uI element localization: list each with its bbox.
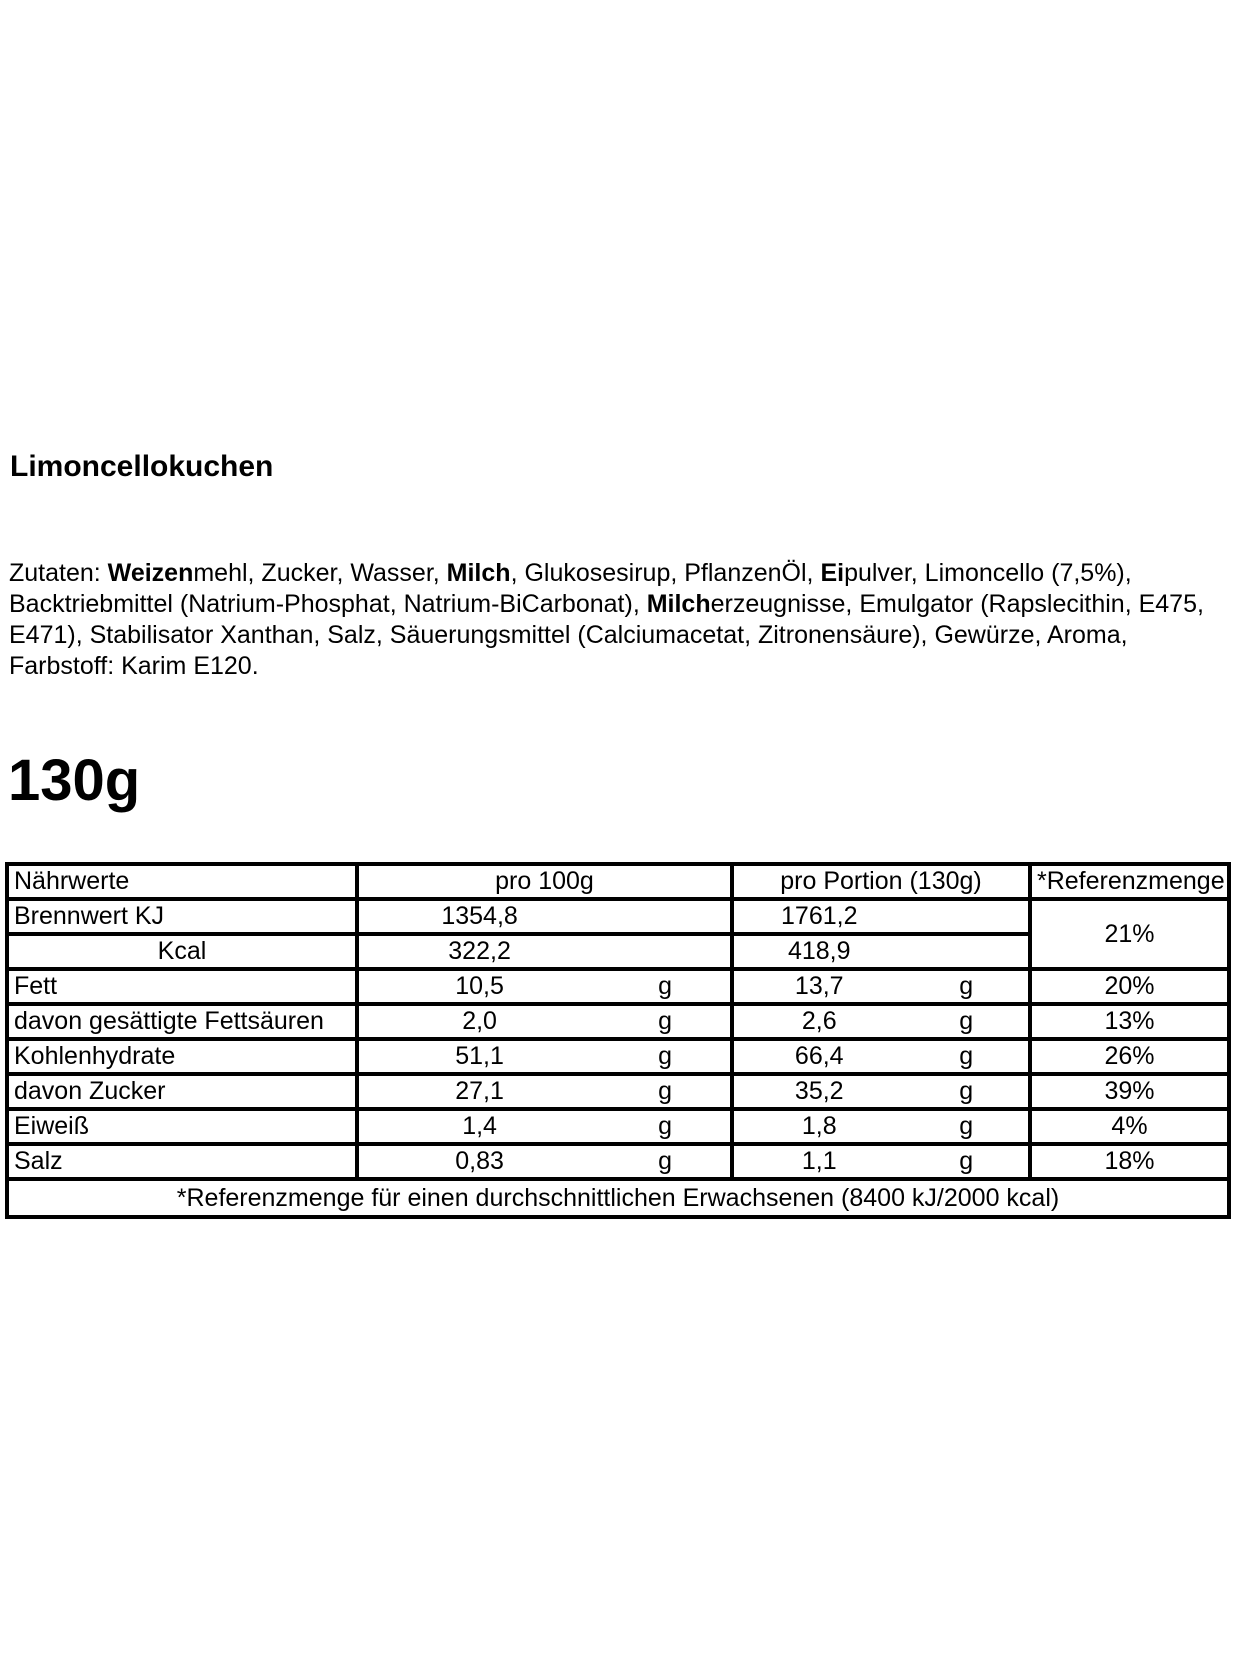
ingredient-text: erzeugnisse, Emulgator (Rapslecithin, E475, [710,590,1204,618]
nutrition-table [5,862,1231,1219]
value-per-portion [732,1074,1030,1109]
energy-row [7,899,1229,934]
ingredient-text: E471), Stabilisator Xanthan, Salz, Säuerungsmittel (Calciumacetat, Zitronensäure), Gewürze, Aroma, [9,621,1128,649]
unit-text: g [658,1112,673,1140]
col-header-naehrwerte: Nährwerte [7,864,357,899]
value-per-100g [357,1144,732,1179]
value-text: 1354,8 [441,902,518,930]
ingredients-line [9,589,1244,620]
value-per-portion [732,934,1030,969]
nutrient-row [7,1109,1229,1144]
nutrient-row [7,1004,1229,1039]
ingredients-line [9,651,1244,682]
net-weight: 130g [8,748,141,813]
value-text: 10,5 [455,972,504,1000]
value-text: 2,6 [801,1007,837,1035]
col-header-per-100g: pro 100g [357,864,732,899]
value-text: 13,7 [794,972,844,1000]
row-label: davon Zucker [7,1074,357,1109]
reference-percent: 21% [1030,899,1229,969]
ingredient-text: Farbstoff: Karim E120. [9,652,259,680]
value-per-portion [732,899,1030,934]
unit-text: g [959,972,974,1000]
unit-text: g [658,1007,673,1035]
value-per-100g [357,1039,732,1074]
reference-percent: 20% [1030,969,1229,1004]
value-per-portion [732,1109,1030,1144]
unit-text: g [959,1077,974,1105]
ingredient-text: , Glukosesirup, PflanzenÖl, [510,559,821,587]
row-label: Kcal [7,934,357,969]
unit-text: g [658,1042,673,1070]
ingredients-line [9,558,1244,589]
row-label: Eiweiß [7,1109,357,1144]
ingredient-text: Backtriebmittel (Natrium-Phosphat, Natrium-BiCarbonat), [9,590,647,618]
ingredient-text: pulver, Limoncello (7,5%), [844,559,1132,587]
value-text: 27,1 [455,1077,504,1105]
value-per-portion [732,1004,1030,1039]
unit-text: g [959,1112,974,1140]
ingredient-text: mehl, Zucker, Wasser, [193,559,447,587]
table-footnote-row [7,1179,1229,1217]
ingredients-paragraph [9,558,1244,682]
value-per-portion [732,969,1030,1004]
nutrient-row [7,969,1229,1004]
allergen-text: Milch [646,590,711,618]
value-text: 1,4 [462,1112,497,1140]
value-text: 51,1 [455,1042,504,1070]
footnote: *Referenzmenge für einen durchschnittlichen Erwachsenen (8400 kJ/2000 kcal) [7,1179,1229,1217]
nutrient-row [7,1144,1229,1179]
value-text: 2,0 [462,1007,497,1035]
value-text: 1761,2 [781,902,858,930]
col-header-per-portion: pro Portion (130g) [732,864,1030,899]
value-per-portion [732,1144,1030,1179]
unit-text: g [959,1007,974,1035]
row-label: davon gesättigte Fettsäuren [7,1004,357,1039]
value-text: 0,83 [455,1147,504,1175]
value-text: 35,2 [794,1077,844,1105]
row-label: Kohlenhydrate [7,1039,357,1074]
ingredients-line [9,620,1244,651]
col-header-reference: *Referenzmenge [1030,864,1229,899]
row-label: Fett [7,969,357,1004]
value-text: 1,8 [801,1112,837,1140]
nutrient-row [7,1074,1229,1109]
allergen-text: Milch [446,559,511,587]
value-text: 418,9 [787,937,851,965]
unit-text: g [658,972,673,1000]
table-header-row [7,864,1229,899]
value-per-portion [732,1039,1030,1074]
value-text: 322,2 [448,937,511,965]
value-per-100g [357,1004,732,1039]
reference-percent: 4% [1030,1109,1229,1144]
unit-text: g [658,1147,673,1175]
row-label: Salz [7,1144,357,1179]
value-text: 66,4 [794,1042,844,1070]
unit-text: g [658,1077,673,1105]
reference-percent: 13% [1030,1004,1229,1039]
unit-text: g [959,1042,974,1070]
value-per-100g [357,969,732,1004]
allergen-text: Weizen [107,559,194,587]
value-per-100g [357,899,732,934]
value-per-100g [357,1109,732,1144]
product-name: Limoncellokuchen [10,450,274,483]
nutrient-row [7,1039,1229,1074]
row-label: Brennwert KJ [7,899,357,934]
value-text: 1,1 [801,1147,837,1175]
reference-percent: 39% [1030,1074,1229,1109]
reference-percent: 18% [1030,1144,1229,1179]
reference-percent: 26% [1030,1039,1229,1074]
value-per-100g [357,934,732,969]
value-per-100g [357,1074,732,1109]
allergen-text: Ei [820,559,845,587]
ingredient-text: Zutaten: [9,559,108,587]
unit-text: g [959,1147,974,1175]
